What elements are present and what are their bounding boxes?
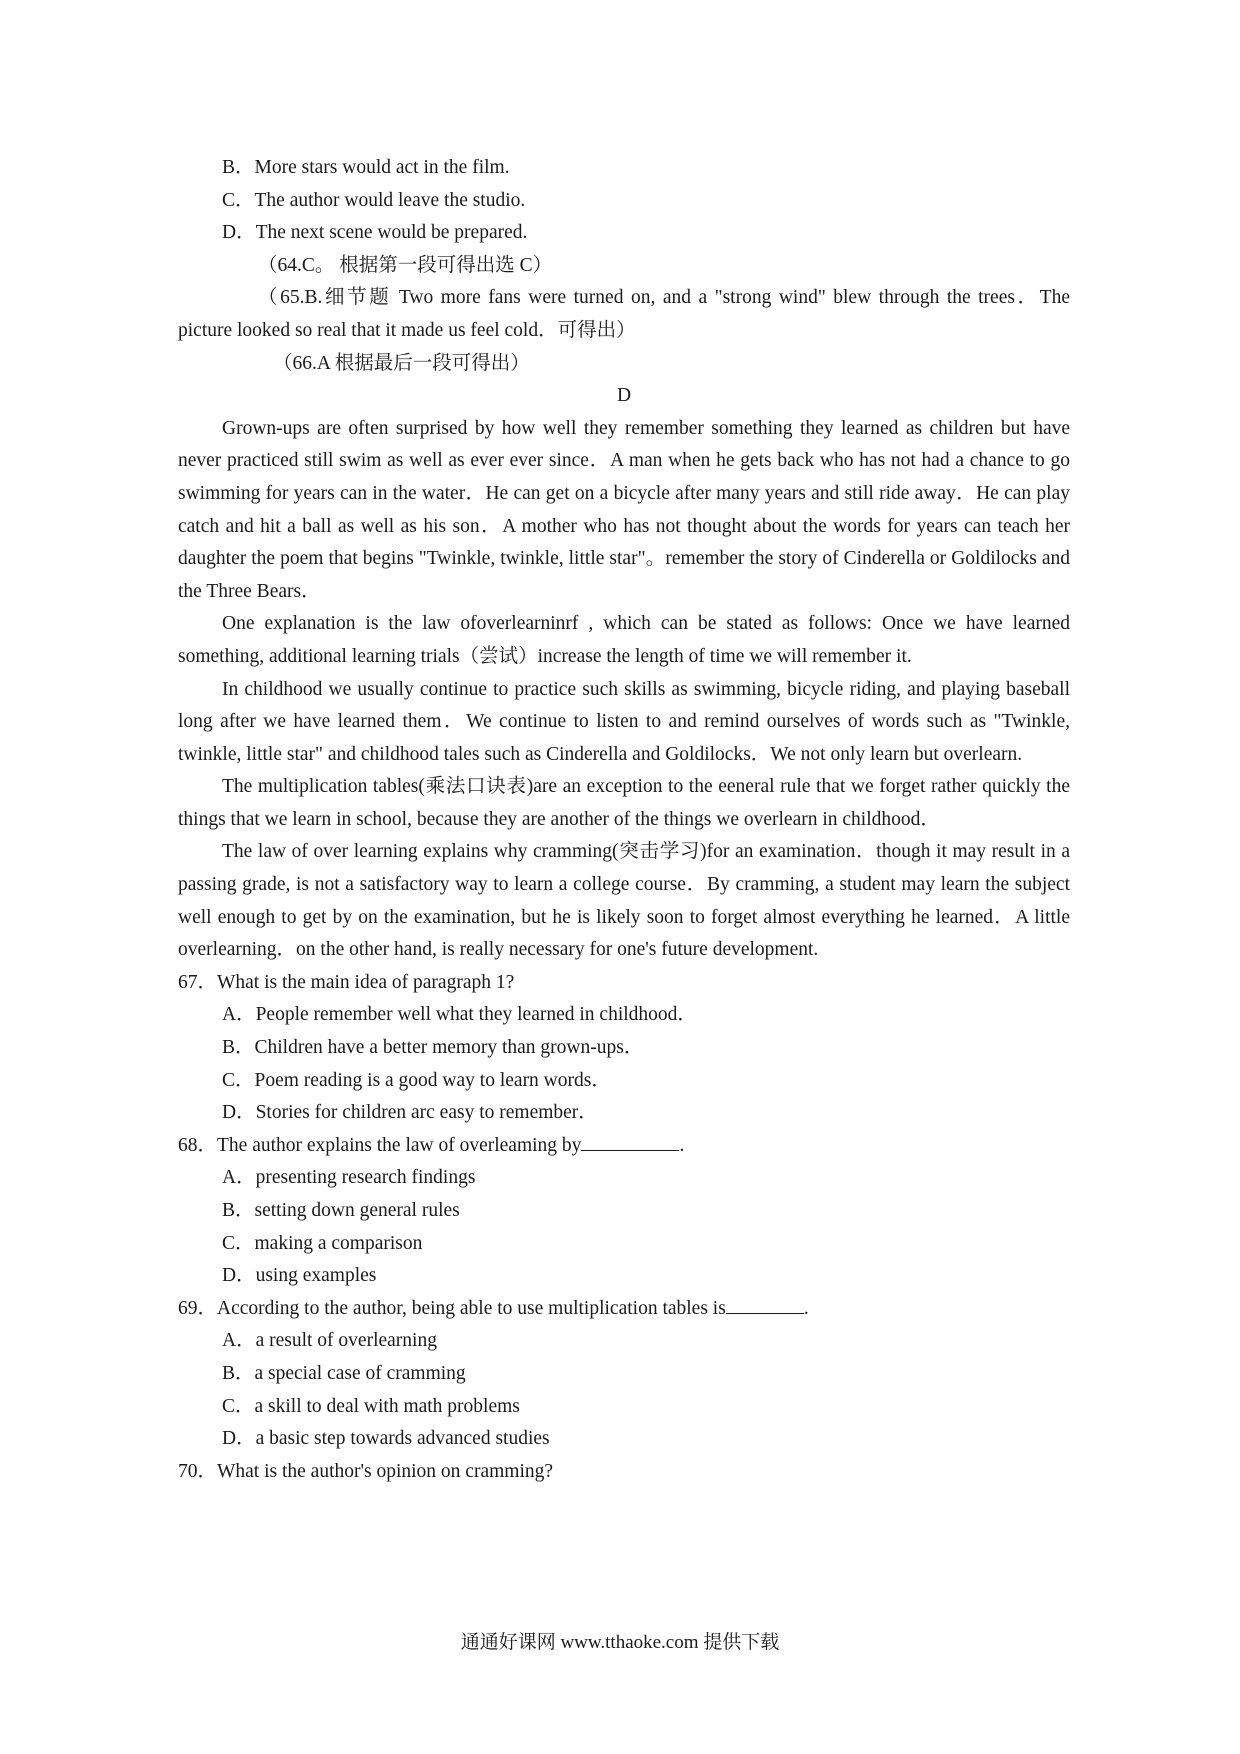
option-68-c: C．making a comparison xyxy=(222,1232,423,1254)
question-69-stem: 69．According to the author, being able to use multiplication tables is xyxy=(178,1297,726,1319)
answer-65: （65.B.细节题 Two more fans were turned on, and a "strong wind" blew through the trees．The picture looked so real that it made us feel cold．可得出） xyxy=(178,287,1070,341)
answer-blank xyxy=(581,1130,679,1151)
option-68-d: D．using examples xyxy=(222,1265,377,1287)
page-footer: 通通好课网 www.tthaoke.com 提供下载 xyxy=(460,1632,780,1653)
option-63-c: C．The author would leave the studio. xyxy=(222,189,526,211)
passage-paragraph-5: The law of over learning explains why cramming(突击学习)for an examination．though it may result in a passing grade, is not a satisfactory way to learn a college course．By cramming, a student may learn the subject well enough to get by on the examination, but he is likely soon to forget almost everything he learned．A little overlearning．on the other hand, is really necessary for one's future development. xyxy=(178,841,1070,961)
question-68-end: . xyxy=(679,1134,685,1156)
option-68-a: A．presenting research findings xyxy=(222,1167,476,1189)
passage-paragraph-4: The multiplication tables(乘法口诀表)are an exception to the eeneral rule that we forget rather quickly the things that we learn in school, because they are another of the things we overlearn in childhood． xyxy=(178,776,1070,830)
option-69-d: D．a basic step towards advanced studies xyxy=(222,1428,550,1450)
option-63-b: B．More stars would act in the film. xyxy=(222,157,510,178)
option-68-b: B．setting down general rules xyxy=(222,1200,460,1221)
question-68-stem-line xyxy=(178,1130,1070,1163)
question-68-stem: 68．The author explains the law of overleaming by xyxy=(178,1134,582,1156)
passage-paragraph-3: In childhood we usually continue to practice such skills as swimming, bicycle riding, and playing baseball long after we have learned them．We continue to listen to and remind ourselves of words such as "Twinkle, twinkle, little star" and childhood tales such as Cinderella and Goldilocks．We not only learn but overlearn. xyxy=(178,678,1070,765)
option-67-d: D．Stories for children arc easy to remember． xyxy=(222,1102,598,1124)
section-title: D xyxy=(616,385,632,407)
option-67-a: A．People remember well what they learned in childhood． xyxy=(222,1004,697,1026)
option-69-b: B．a special case of cramming xyxy=(222,1362,466,1384)
question-70-stem: 70．What is the author's opinion on cramming? xyxy=(178,1460,554,1482)
option-69-a: A．a result of overlearning xyxy=(222,1330,437,1352)
question-69-end: . xyxy=(803,1297,809,1319)
question-69-stem-line xyxy=(178,1293,1070,1326)
answer-64: （64.C。 根据第一段可得出选 C） xyxy=(258,254,553,276)
page-content xyxy=(178,152,1070,1488)
option-63-d: D．The next scene would be prepared. xyxy=(222,222,528,244)
passage-paragraph-1: Grown-ups are often surprised by how well they remember something they learned as children but have never practiced still swim as well as ever ever since．A man when he gets back who has not had a chance to go swimming for years can in the water．He can get on a bicycle after many years and still ride away．He can play catch and hit a ball as well as his son．A mother who has not thought about the words for years can teach her daughter the poem that begins "Twinkle, twinkle, little star"。remember the story of Cinderella or Goldilocks and the Three Bears． xyxy=(178,417,1070,602)
option-67-b: B．Children have a better memory than grown-ups． xyxy=(222,1037,644,1059)
option-69-c: C．a skill to deal with math problems xyxy=(222,1395,520,1417)
passage-paragraph-2: One explanation is the law ofoverlearninrf , which can be stated as follows: Once we have learned something, additional learning trials（尝试）increase the length of time we will remember it. xyxy=(178,613,1070,667)
answer-66: （66.A 根据最后一段可得出） xyxy=(273,352,530,374)
option-67-c: C．Poem reading is a good way to learn words． xyxy=(222,1069,611,1091)
answer-blank xyxy=(726,1293,804,1314)
question-67-stem: 67．What is the main idea of paragraph 1? xyxy=(178,971,515,993)
